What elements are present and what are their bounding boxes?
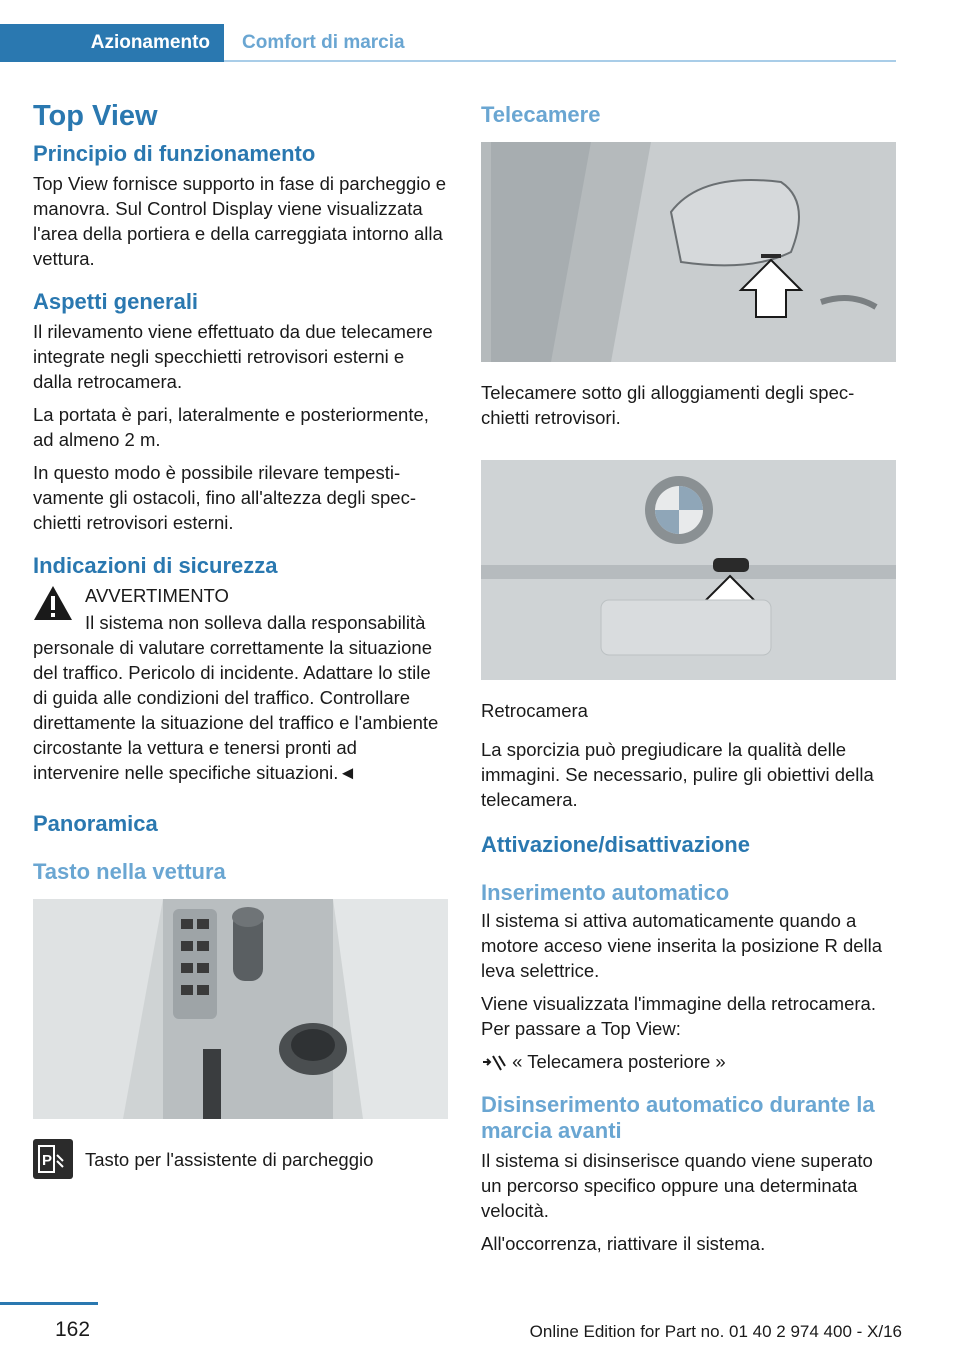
menu-path-row	[481, 1049, 896, 1074]
camera1-caption: Telecamere sotto gli alloggiamenti degli specchietti retrovisori.	[481, 382, 855, 428]
general-paragraph-2: La portata è pari, lateralmente e posteriormente, ad almeno 2 m.	[33, 404, 429, 450]
footer-divider	[0, 1302, 98, 1305]
center-console-photo	[33, 899, 448, 1119]
warning-triangle-icon	[33, 585, 73, 621]
left-column	[33, 100, 448, 1180]
general-paragraph-1: Il rilevamento viene effettuato da due telecamere integrate negli specchietti retrovisori esterni e dalla retrocamera.	[33, 321, 433, 392]
warning-block	[33, 583, 448, 785]
principle-heading: Principio di funzionamento	[33, 141, 316, 166]
svg-text:P: P	[42, 1152, 53, 1169]
chapter-header	[0, 24, 896, 62]
general-heading: Aspetti generali	[33, 289, 199, 314]
warning-text: personale di valutare correttamente la situazione del traffico. Pericolo di incidente. Adattare lo stile di guida alle condizioni del traffico. Controllare direttamente la situazione del traffico e l'ambiente circostante la vettura e tenersi pronti ad intervenire nelle specifiche situazioni.◄	[33, 637, 439, 783]
button-heading: Tasto nella vettura	[33, 859, 226, 884]
reactivate-text: All'occorrenza, riattivare il sistema.	[481, 1233, 766, 1255]
camera2-caption: Retrocamera	[481, 700, 588, 721]
activation-heading: Attivazione/disattivazione	[481, 832, 750, 857]
edition-note: Online Edition for Part no. 01 40 2 974 400 - X/16	[529, 1322, 902, 1341]
cameras-heading: Telecamere	[481, 102, 601, 127]
rear-camera-photo	[481, 460, 896, 680]
dirt-text: La sporcizia può pregiudicare la qualità delle immagini. Se necessario, pulire gli obiettivi della telecamera.	[481, 739, 874, 810]
right-column	[481, 100, 896, 1264]
header-divider	[224, 60, 896, 62]
auto-on-text: Il sistema si attiva automaticamente quando a motore acceso viene inserita la posizione R della leva selettrice.	[481, 910, 883, 981]
camera-menu-icon	[481, 1052, 507, 1074]
safety-heading: Indicazioni di sicurezza	[33, 553, 278, 578]
page-title: Top View	[33, 100, 158, 132]
park-assist-button-icon	[33, 1139, 73, 1179]
chapter-tab-active[interactable]: Azionamento	[0, 24, 224, 62]
button-caption-row	[33, 1139, 448, 1180]
chapter-tab-section[interactable]: Comfort di marcia	[242, 32, 405, 53]
side-mirror-camera-photo	[481, 142, 896, 362]
overview-heading: Panoramica	[33, 811, 158, 836]
principle-text: Top View fornisce supporto in fase di parcheggio e manovra. Sul Control Display viene visualizzata l'area della portiera e della carreggiata intorno alla vettura.	[33, 173, 447, 269]
auto-off-text: Il sistema si disinserisce quando viene superato un percorso specifico oppure una determinata velocità.	[481, 1150, 873, 1222]
page-number: 162	[55, 1318, 91, 1341]
auto-on-text-2: Viene visualizzata l'immagine della retrocamera. Per passare a Top View:	[481, 993, 876, 1039]
warning-title: AVVERTIMENTO	[85, 585, 229, 606]
general-paragraph-3: In questo modo è possibile rilevare tempestivamente gli ostacoli, fino all'altezza degli specchietti retrovisori esterni.	[33, 462, 416, 533]
menu-path-label: « Telecamera posteriore »	[512, 1051, 726, 1072]
auto-off-heading: Disinserimento automatico durante la marcia avanti	[481, 1092, 875, 1144]
button-caption: Tasto per l'assistente di parcheggio	[85, 1149, 374, 1170]
auto-on-heading: Inserimento automatico	[481, 880, 730, 905]
warning-first-line: Il sistema non solleva dalla responsabilità	[85, 612, 426, 633]
